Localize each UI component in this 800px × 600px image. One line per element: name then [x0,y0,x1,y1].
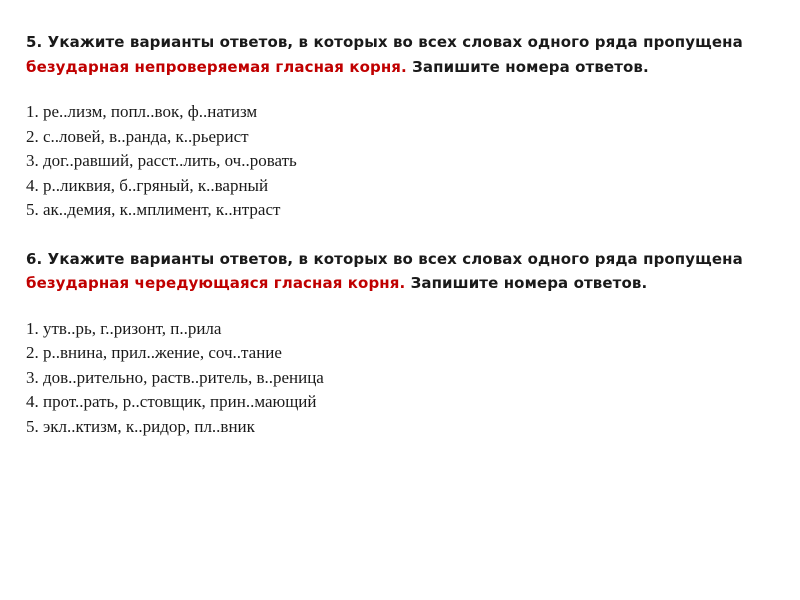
task-6-question [26,247,766,296]
task-5-option-2: 2. с..ловей, в..ранда, к..рьерист [26,126,249,146]
task-5-question-highlight: безударная непроверяемая гласная корня. [26,57,407,76]
task-5-question-prefix: 5. Укажите варианты ответов, в которых во всех словах одного ряда пропущена [26,33,743,51]
task-5-option-1: 1. ре..лизм, попл..вок, ф..натизм [26,102,258,121]
task-5-option-4: 4. р..ликвия, б..гряный, к..варный [26,175,269,195]
task-6-option-2: 2. р..внина, прил..жение, соч..тание [26,343,282,362]
task-6-question-prefix: 6. Укажите варианты ответов, в которых во всех словах одного ряда пропущена [26,249,743,268]
task-5-question [26,30,766,79]
task-6-question-suffix: Запишите номера ответов. [405,274,648,292]
task-6-option-5: 5. экл..ктизм, к..ридор, пл..вник [26,416,255,436]
task-5-block [26,30,766,223]
task-5-option-5: 5. ак..демия, к..мплимент, к..нтраст [26,200,281,219]
task-6-option-4: 4. прот..рать, р..стовщик, прин..мающий [26,392,317,411]
slide-content [26,30,766,439]
task-6-option-1: 1. утв..рь, г..ризонт, п..рила [26,318,222,338]
task-6-options [26,317,766,440]
task-6-question-highlight: безударная чередующаяся гласная корня. [26,274,406,292]
task-6-block [26,247,766,440]
task-5-option-3: 3. дог..равший, расст..лить, оч..ровать [26,151,297,170]
task-5-options [26,100,766,223]
task-5-question-suffix: Запишите номера ответов. [406,57,649,76]
task-6-option-3: 3. дов..рительно, раств..ритель, в..реница [26,367,324,387]
